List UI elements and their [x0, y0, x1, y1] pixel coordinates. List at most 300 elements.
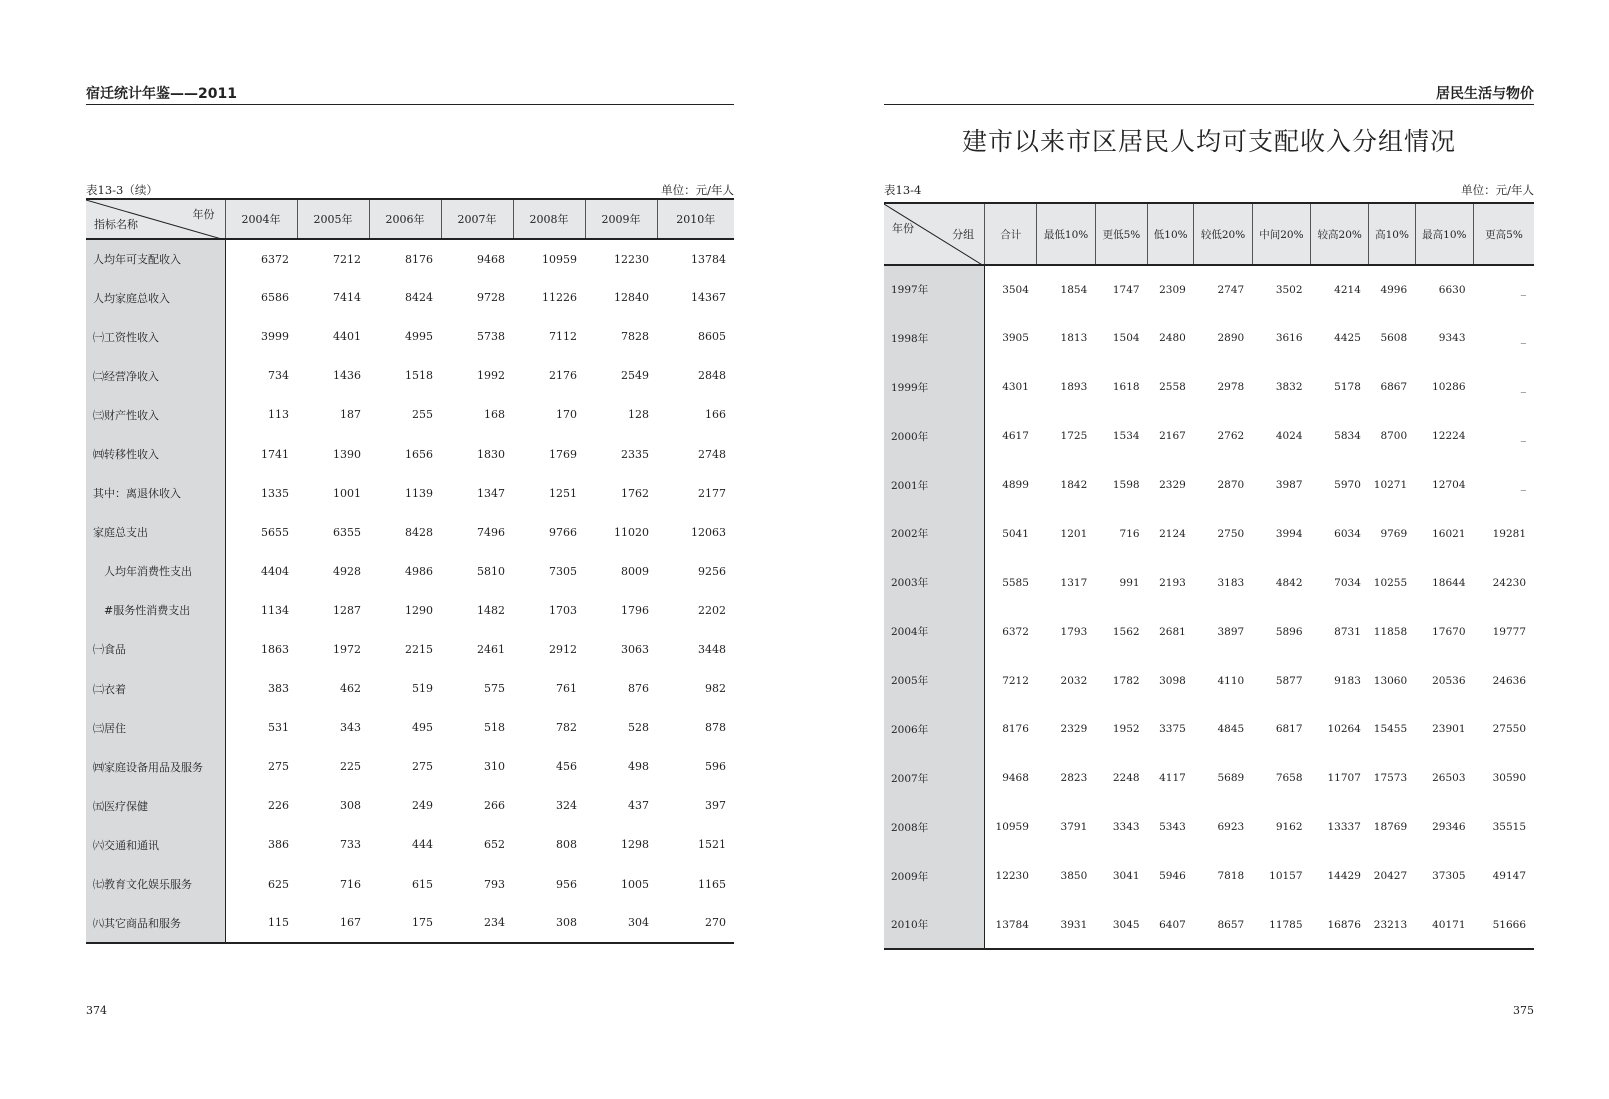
table-cell: 11226 [542, 291, 577, 305]
table-row [86, 474, 734, 513]
table-row [86, 552, 734, 591]
table-row [884, 803, 1534, 852]
table-cell: 170 [556, 408, 577, 422]
table-cell: 2748 [698, 447, 726, 461]
row-label: 其中：离退休收入 [86, 474, 225, 513]
table-cell: 9162 [1275, 821, 1303, 834]
table-cell: 23213 [1369, 901, 1415, 950]
table-cell: _ [1520, 479, 1526, 491]
table-cell: 3098 [1159, 674, 1186, 687]
table-cell: 1287 [333, 603, 361, 617]
page-number-right: 375 [1513, 1004, 1534, 1017]
table-cell: 324 [556, 799, 577, 813]
table-cell: 518 [484, 721, 505, 735]
table-cell: 10255 [1373, 576, 1408, 589]
table-cell: 2176 [549, 369, 577, 383]
row-label: ㈥交通和通讯 [86, 825, 225, 864]
table-cell: 2558 [1159, 381, 1186, 394]
table-cell: 12230 [614, 252, 649, 266]
table-row [884, 265, 1534, 314]
row-label: ㈢居住 [86, 708, 225, 747]
table-cell: 8731 [1334, 625, 1361, 638]
row-label: 2001年 [884, 461, 985, 510]
table-cell: 991 [1119, 576, 1140, 589]
table-cell: 6817 [1275, 723, 1303, 736]
table-row [86, 747, 734, 786]
row-label: ㈡经营净收入 [86, 356, 225, 395]
row-label: 2005年 [884, 656, 985, 705]
table-cell: 5738 [477, 330, 505, 344]
table-cell: 876 [628, 682, 649, 696]
row-label: 人均家庭总收入 [86, 278, 225, 317]
table-cell: 3897 [1217, 625, 1245, 638]
table-cell: 12230 [995, 870, 1029, 883]
table-cell: 49147 [1492, 870, 1526, 883]
table-cell: 982 [705, 682, 726, 696]
table-cell: 13337 [1327, 821, 1361, 834]
table-cell: 2750 [1217, 527, 1245, 540]
table-cell: 2215 [405, 642, 433, 656]
row-label: 1999年 [884, 363, 985, 412]
row-label: 2000年 [884, 412, 985, 461]
table-cell: 5689 [1217, 772, 1245, 785]
table-row [884, 754, 1534, 803]
table-cell: 7414 [333, 291, 361, 305]
table-cell: 275 [412, 760, 433, 774]
table-cell: 24636 [1492, 674, 1526, 687]
table-cell: 9343 [1438, 332, 1466, 345]
table-cell: 4214 [1334, 283, 1361, 296]
table-cell: 3343 [1112, 821, 1140, 834]
table-cell: 1390 [333, 447, 361, 461]
table-cell: 10286 [1432, 381, 1466, 394]
table-cell: 1747 [1112, 283, 1140, 296]
table-cell: 4425 [1334, 332, 1361, 345]
column-header: 2008年 [513, 199, 585, 239]
table-cell: 20427 [1373, 870, 1408, 883]
table-cell: 3616 [1275, 332, 1303, 345]
table-cell: 2890 [1217, 332, 1245, 345]
table-cell: 397 [705, 799, 726, 813]
table-cell: 3791 [1060, 821, 1088, 834]
table-cell: 11020 [614, 525, 649, 539]
table-cell: 27550 [1492, 723, 1526, 736]
table-cell: 4996 [1380, 283, 1408, 296]
table-row [884, 705, 1534, 754]
row-label: ㈧其它商品和服务 [86, 904, 225, 943]
table-cell: 2747 [1217, 283, 1245, 296]
table-cell: 1762 [621, 486, 649, 500]
table-cell: 7818 [1217, 870, 1245, 883]
table-row [86, 395, 734, 434]
table-cell: 35515 [1492, 821, 1526, 834]
table-cell: 734 [268, 369, 289, 383]
table-cell: 8009 [621, 564, 649, 578]
table-cell: 2309 [1159, 283, 1186, 296]
table-cell: 3063 [621, 642, 649, 656]
table-cell: 4928 [333, 564, 361, 578]
table-cell: 11707 [1327, 772, 1361, 785]
table-cell: 310 [484, 760, 505, 774]
page-number-left: 374 [86, 1004, 107, 1017]
table-cell: 5178 [1334, 381, 1361, 394]
table-cell: 168 [484, 408, 505, 422]
column-header: 合计 [985, 203, 1037, 265]
table-cell: 5810 [477, 564, 505, 578]
table-cell: 1139 [405, 486, 433, 500]
table-cell: 1298 [621, 838, 649, 852]
table-cell: 1482 [477, 603, 505, 617]
row-label: 1997年 [884, 265, 985, 314]
table-cell: 596 [705, 760, 726, 774]
table-cell: 5834 [1334, 430, 1361, 443]
table-row [884, 852, 1534, 901]
table-cell: 9468 [477, 252, 505, 266]
table-cell: 17670 [1432, 625, 1466, 638]
table-cell: 19777 [1492, 625, 1526, 638]
table-cell: 793 [484, 877, 505, 891]
row-label: 家庭总支出 [86, 513, 225, 552]
table-cell: 1335 [261, 486, 289, 500]
table-cell: 115 [225, 904, 297, 943]
row-label: 2008年 [884, 803, 985, 852]
table-cell: 12840 [614, 291, 649, 305]
row-label: ㈠工资性收入 [86, 317, 225, 356]
table-cell: 37305 [1432, 870, 1466, 883]
table-cell: 14429 [1327, 870, 1361, 883]
corner-year-label: 年份 [192, 208, 215, 221]
table-cell: 2202 [698, 603, 726, 617]
table-cell: 7034 [1334, 576, 1361, 589]
table-cell: 6034 [1334, 527, 1361, 540]
row-label: 2004年 [884, 607, 985, 656]
table-cell: 1782 [1112, 674, 1140, 687]
column-header: 最低10% [1037, 203, 1095, 265]
table-cell: 4110 [1217, 674, 1245, 687]
table-cell: 128 [628, 408, 649, 422]
table-cell: 24230 [1492, 576, 1526, 589]
table-cell: 6586 [261, 291, 289, 305]
table-cell: 652 [484, 838, 505, 852]
table-cell: 2912 [549, 642, 577, 656]
row-label: 2009年 [884, 852, 985, 901]
table-cell: 10264 [1327, 723, 1361, 736]
income-expenditure-table [86, 198, 734, 944]
table-cell: 255 [412, 408, 433, 422]
table-cell: 716 [340, 877, 361, 891]
table-cell: 17573 [1373, 772, 1408, 785]
table-cell: 10959 [995, 821, 1029, 834]
table-cell: 4401 [333, 330, 361, 344]
table-row [86, 434, 734, 473]
table-cell: 4301 [1002, 381, 1029, 394]
table-cell: 20536 [1432, 674, 1466, 687]
table-cell: 2848 [698, 369, 726, 383]
table-row [884, 901, 1534, 950]
table-cell: 10271 [1373, 479, 1408, 491]
table-cell: 1972 [333, 642, 361, 656]
table-row [884, 558, 1534, 607]
table-cell: 761 [556, 682, 577, 696]
row-label: #服务性消费支出 [86, 591, 225, 630]
table-cell: 4899 [1002, 479, 1029, 491]
table-cell: 5877 [1275, 674, 1303, 687]
table-cell: 2248 [1112, 772, 1140, 785]
table-cell: 6630 [1438, 283, 1466, 296]
table-cell: 1134 [261, 603, 289, 617]
corner-group-label: 分组 [952, 228, 975, 241]
table-row [86, 317, 734, 356]
row-label: 1998年 [884, 314, 985, 363]
table-row [86, 513, 734, 552]
table-cell: 1796 [621, 603, 649, 617]
column-header: 高10% [1369, 203, 1415, 265]
table-cell: 2823 [1060, 772, 1088, 785]
unit-label-right: 单位：元/年人 [1461, 183, 1534, 197]
table-cell: 12704 [1432, 479, 1466, 491]
row-label: 人均年可支配收入 [86, 239, 225, 278]
table-cell: 8700 [1380, 430, 1408, 443]
table-cell: 8428 [405, 525, 433, 539]
table-cell: 4995 [405, 330, 433, 344]
table-cell: 2032 [1060, 674, 1088, 687]
table-cell: 386 [268, 838, 289, 852]
table-cell: 5343 [1159, 821, 1186, 834]
table-cell: 308 [513, 904, 585, 943]
column-header: 较低20% [1194, 203, 1252, 265]
column-header: 最高10% [1415, 203, 1473, 265]
table-cell: _ [1520, 283, 1526, 296]
row-label: 2010年 [884, 901, 985, 950]
table-cell: 266 [484, 799, 505, 813]
column-header: 较高20% [1311, 203, 1369, 265]
table-cell: 444 [412, 838, 433, 852]
table-cell: 1656 [405, 447, 433, 461]
table-cell: 1562 [1112, 625, 1140, 638]
table-row [86, 591, 734, 630]
table-cell: 3987 [1275, 479, 1303, 491]
table-cell: 4986 [405, 564, 433, 578]
table-cell: 1436 [333, 369, 361, 383]
table-cell: 1005 [621, 877, 649, 891]
table-cell: 782 [556, 721, 577, 735]
table-cell: 9766 [549, 525, 577, 539]
table-cell: 6355 [333, 525, 361, 539]
row-label: ㈠食品 [86, 630, 225, 669]
table-cell: 2480 [1159, 332, 1186, 345]
table-cell: 3850 [1060, 870, 1088, 883]
table-cell: 437 [628, 799, 649, 813]
table-cell: 5655 [261, 525, 289, 539]
row-label: ㈤医疗保健 [86, 786, 225, 825]
table-cell: 383 [268, 682, 289, 696]
column-header: 更低5% [1095, 203, 1147, 265]
table-cell: 187 [340, 408, 361, 422]
table-cell: 1952 [1112, 723, 1140, 736]
table-cell: 8657 [1194, 901, 1252, 950]
table-cell: 7212 [333, 252, 361, 266]
table-cell: 175 [369, 904, 441, 943]
table-cell: 18769 [1373, 821, 1408, 834]
table-cell: 249 [412, 799, 433, 813]
table-cell: 226 [268, 799, 289, 813]
table-cell: 4117 [1159, 772, 1186, 785]
table-caption-left: 表13-3（续） [86, 183, 158, 197]
table-cell: 7828 [621, 330, 649, 344]
table-cell: 1165 [698, 877, 726, 891]
table-cell: 5896 [1275, 625, 1303, 638]
header-corner-cell [884, 203, 985, 265]
table-row [884, 461, 1534, 510]
table-cell: 12063 [691, 525, 726, 539]
table-cell: 19281 [1492, 527, 1526, 540]
table-row [86, 239, 734, 278]
table-cell: 7212 [1002, 674, 1029, 687]
table-cell: 5970 [1334, 479, 1361, 491]
table-cell: 9256 [698, 564, 726, 578]
table-cell: 3999 [261, 330, 289, 344]
table-cell: 1830 [477, 447, 505, 461]
table-cell: 2870 [1217, 479, 1245, 491]
table-cell: 26503 [1432, 772, 1466, 785]
column-header: 更高5% [1474, 203, 1534, 265]
table-row [86, 708, 734, 747]
table-cell: 8424 [405, 291, 433, 305]
column-header: 中间20% [1252, 203, 1310, 265]
table-cell: 1842 [1060, 479, 1088, 491]
table-cell: 7496 [477, 525, 505, 539]
table-cell: 3502 [1275, 283, 1303, 296]
table-cell: 270 [657, 904, 734, 943]
table-cell: 1725 [1060, 430, 1088, 443]
table-cell: 3994 [1275, 527, 1303, 540]
table-row [86, 825, 734, 864]
table-row [884, 656, 1534, 705]
table-cell: 5585 [1002, 576, 1029, 589]
table-cell: 1769 [549, 447, 577, 461]
row-label: 2006年 [884, 705, 985, 754]
table-cell: 167 [297, 904, 369, 943]
table-cell: 1741 [261, 447, 289, 461]
unit-label-left: 单位：元/年人 [661, 183, 734, 197]
table-cell: 51666 [1474, 901, 1534, 950]
column-header: 2004年 [225, 199, 297, 239]
table-cell: 1251 [549, 486, 577, 500]
table-cell: 16021 [1432, 527, 1466, 540]
table-cell: 8605 [698, 330, 726, 344]
table-cell: 30590 [1492, 772, 1526, 785]
table-cell: 531 [268, 721, 289, 735]
table-cell: 8176 [405, 252, 433, 266]
table-cell: 343 [340, 721, 361, 735]
table-row [86, 865, 734, 904]
table-caption-right: 表13-4 [884, 183, 922, 197]
row-label: ㈣转移性收入 [86, 434, 225, 473]
table-cell: 23901 [1432, 723, 1466, 736]
column-header: 2010年 [657, 199, 734, 239]
table-row [86, 786, 734, 825]
row-label: ㈦教育文化娱乐服务 [86, 865, 225, 904]
table-cell: 1893 [1060, 381, 1088, 394]
table-cell: 1290 [405, 603, 433, 617]
right-page [800, 0, 1609, 1099]
table-cell: 1793 [1060, 625, 1088, 638]
table-cell: 3832 [1275, 381, 1303, 394]
table-cell: 7112 [549, 330, 577, 344]
table-cell: 716 [1119, 527, 1140, 540]
table-row [884, 607, 1534, 656]
table-cell: 3045 [1095, 901, 1147, 950]
column-header: 2006年 [369, 199, 441, 239]
table-cell: 808 [556, 838, 577, 852]
page-title: 建市以来市区居民人均可支配收入分组情况 [961, 127, 1456, 156]
table-cell: 4617 [1002, 430, 1029, 443]
table-cell: 1992 [477, 369, 505, 383]
table-header-row [884, 203, 1534, 265]
table-cell: 1518 [405, 369, 433, 383]
table-cell: 2329 [1060, 723, 1088, 736]
table-cell: 2167 [1159, 430, 1186, 443]
table-cell: 2549 [621, 369, 649, 383]
table-cell: 498 [628, 760, 649, 774]
table-cell: 12224 [1432, 430, 1466, 443]
row-label: 2002年 [884, 509, 985, 558]
table-cell: 304 [585, 904, 657, 943]
running-head-right: 居民生活与物价 [884, 84, 1534, 105]
column-header: 2009年 [585, 199, 657, 239]
table-cell: 6867 [1380, 381, 1408, 394]
table-cell: 1813 [1060, 332, 1088, 345]
table-cell: 1001 [333, 486, 361, 500]
table-cell: 13784 [985, 901, 1037, 950]
table-cell: 575 [484, 682, 505, 696]
table-cell: 1863 [261, 642, 289, 656]
corner-year-label: 年份 [892, 222, 914, 235]
table-cell: 5946 [1159, 870, 1186, 883]
table-cell: 462 [340, 682, 361, 696]
table-cell: 615 [412, 877, 433, 891]
table-cell: 456 [556, 760, 577, 774]
table-cell: 6372 [1002, 625, 1029, 638]
table-cell: 519 [412, 682, 433, 696]
table-cell: 2124 [1159, 527, 1186, 540]
table-row [86, 630, 734, 669]
table-cell: 495 [412, 721, 433, 735]
row-label: ㈢财产性收入 [86, 395, 225, 434]
table-cell: 528 [628, 721, 649, 735]
table-cell: 625 [268, 877, 289, 891]
table-cell: 878 [705, 721, 726, 735]
table-row [86, 278, 734, 317]
corner-indicator-label: 指标名称 [94, 218, 138, 231]
table-cell: 9769 [1380, 527, 1408, 540]
table-cell: 956 [556, 877, 577, 891]
table-cell: 13784 [691, 252, 726, 266]
left-page [0, 0, 800, 1099]
table-header-row [86, 199, 734, 239]
table-cell: 16876 [1311, 901, 1369, 950]
table-row [884, 509, 1534, 558]
table-cell: 1703 [549, 603, 577, 617]
row-label: ㈡衣着 [86, 669, 225, 708]
table-cell: 3041 [1112, 870, 1140, 883]
table-cell: 1201 [1060, 527, 1088, 540]
table-cell: 8176 [1002, 723, 1029, 736]
table-cell: 9183 [1334, 674, 1361, 687]
table-row [884, 314, 1534, 363]
table-cell: 2461 [477, 642, 505, 656]
table-cell: 18644 [1432, 576, 1466, 589]
